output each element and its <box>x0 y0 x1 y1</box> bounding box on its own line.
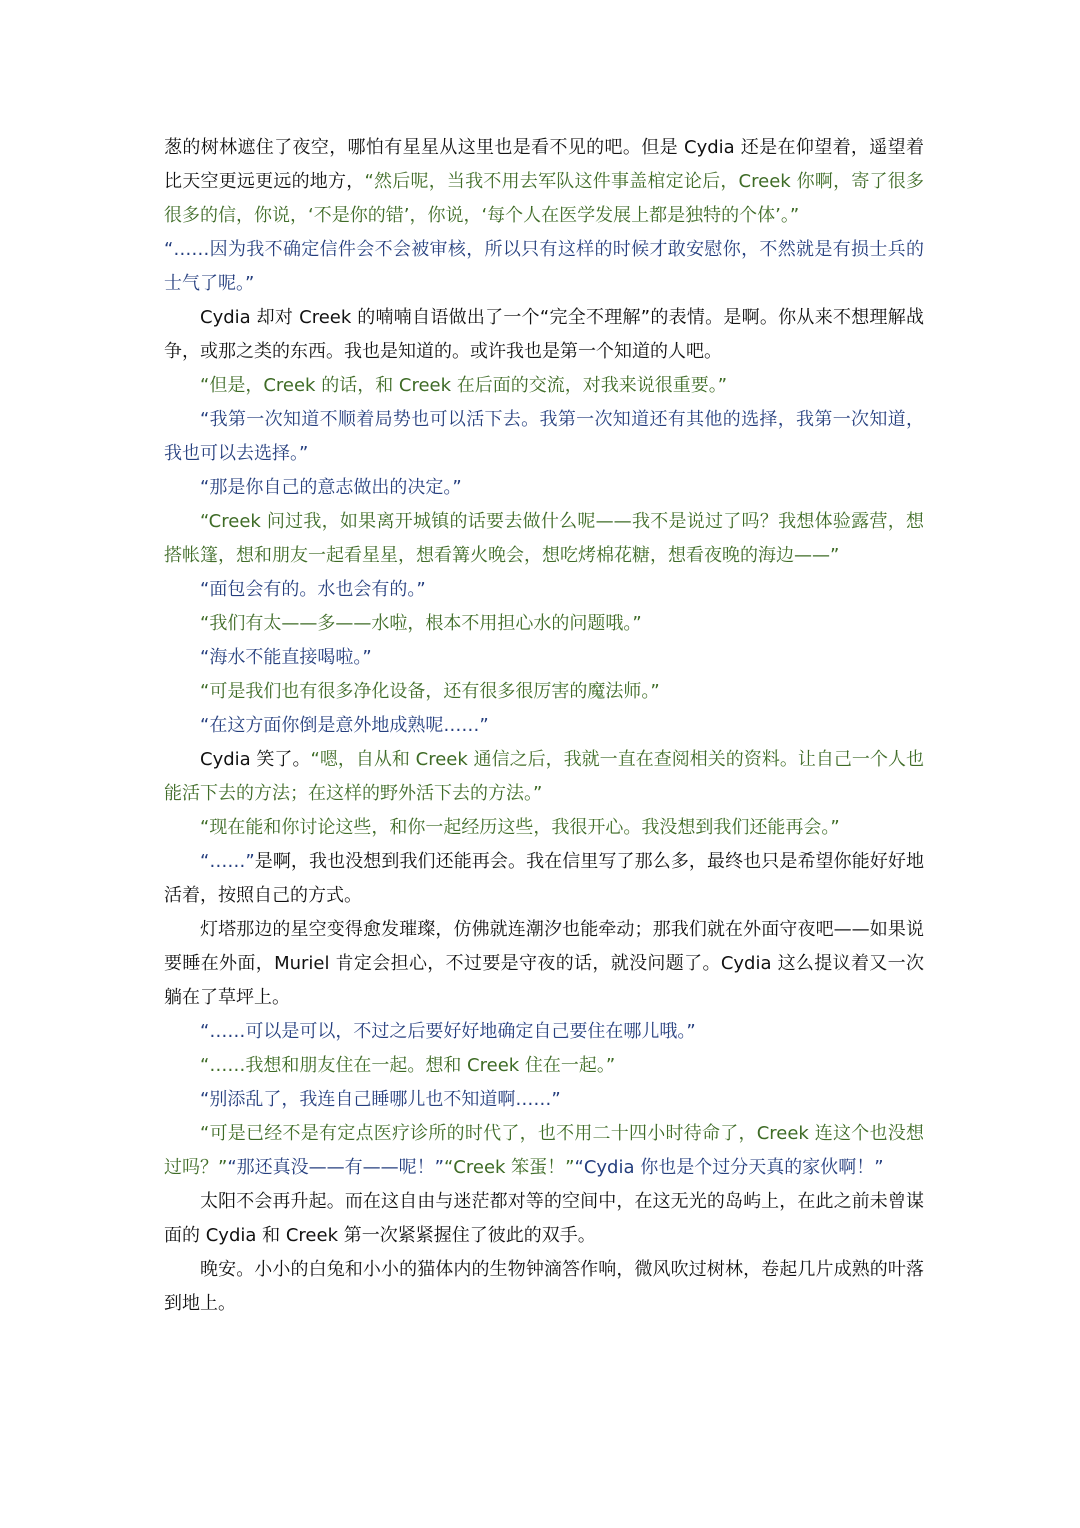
creek-dialogue: “……” <box>200 851 255 872</box>
story-paragraph <box>164 607 924 641</box>
creek-dialogue: “……可以是可以，不过之后要好好地确定自己要住在哪儿哦。” <box>200 1021 696 1042</box>
story-paragraph <box>164 471 924 505</box>
narration-text: 灯塔那边的星空变得愈发璀璨，仿佛就连潮汐也能牵动；那我们就在外面守夜吧——如果说要睡在外面，Muriel 肯定会担心，不过要是守夜的话，就没问题了。Cydia 这么提议着又一次躺在了草坪上。 <box>164 919 924 1008</box>
narration-text: 晚安。小小的白兔和小小的猫体内的生物钟滴答作响，微风吹过树林，卷起几片成熟的叶落到地上。 <box>164 1259 924 1314</box>
cydia-dialogue: “嗯，自从和 Creek 通信之后，我就一直在查阅相关的资料。让自己一个人也能活下去的方法；在这样的野外活下去的方法。” <box>164 749 924 804</box>
creek-dialogue: “在这方面你倒是意外地成熟呢……” <box>200 715 489 736</box>
story-paragraph <box>164 369 924 403</box>
cydia-dialogue: “我们有太——多——水啦，根本不用担心水的问题哦。” <box>200 613 642 634</box>
creek-dialogue: “海水不能直接喝啦。” <box>200 647 372 668</box>
story-paragraph <box>164 1083 924 1117</box>
story-paragraph <box>164 505 924 573</box>
cydia-dialogue: “Creek 笨蛋！” <box>443 1157 575 1178</box>
story-paragraph <box>164 1253 924 1321</box>
cydia-dialogue: “可是已经不是有定点医疗诊所的时代了，也不用二十四小时待命了，Creek 连这个也没想过吗？” <box>164 1123 924 1178</box>
story-paragraph <box>164 573 924 607</box>
story-paragraph <box>164 233 924 301</box>
creek-dialogue: “Cydia 你也是个过分天真的家伙啊！” <box>574 1157 884 1178</box>
creek-dialogue: “我第一次知道不顺着局势也可以活下去。我第一次知道还有其他的选择，我第一次知道，我也可以去选择。” <box>164 409 924 464</box>
narration-text: Cydia 却对 Creek 的喃喃自语做出了一个“完全不理解”的表情。是啊。你从来不想理解战争，或那之类的东西。我也是知道的。或许我也是第一个知道的人吧。 <box>164 307 924 362</box>
story-paragraph <box>164 131 924 233</box>
creek-dialogue: “……因为我不确定信件会不会被审核，所以只有这样的时候才敢安慰你，不然就是有损士兵的士气了呢。” <box>164 239 924 294</box>
story-paragraph <box>164 675 924 709</box>
narration-text: 太阳不会再升起。而在这自由与迷茫都对等的空间中，在这无光的岛屿上，在此之前未曾谋面的 Cydia 和 Creek 第一次紧紧握住了彼此的双手。 <box>164 1191 924 1246</box>
cydia-dialogue: “但是，Creek 的话，和 Creek 在后面的交流，对我来说很重要。” <box>200 375 728 396</box>
story-paragraph <box>164 1185 924 1253</box>
narration-text: 是啊，我也没想到我们还能再会。我在信里写了那么多，最终也只是希望你能好好地活着，按照自己的方式。 <box>164 851 924 906</box>
story-paragraph <box>164 641 924 675</box>
story-paragraph <box>164 1049 924 1083</box>
story-paragraph <box>164 403 924 471</box>
document-page <box>164 131 924 1321</box>
narration-text: Cydia 笑了。 <box>200 749 311 770</box>
cydia-dialogue: “……我想和朋友住在一起。想和 Creek 住在一起。” <box>200 1055 616 1076</box>
cydia-dialogue: “Creek 问过我，如果离开城镇的话要去做什么呢——我不是说过了吗？我想体验露营，想搭帐篷，想和朋友一起看星星，想看篝火晚会，想吃烤棉花糖，想看夜晚的海边——” <box>164 511 924 566</box>
story-paragraph <box>164 709 924 743</box>
cydia-dialogue: “然后呢，当我不用去军队这件事盖棺定论后，Creek 你啊，寄了很多很多的信，你说，‘不是你的错’，你说，‘每个人在医学发展上都是独特的个体’。” <box>164 171 924 226</box>
creek-dialogue: “那是你自己的意志做出的决定。” <box>200 477 462 498</box>
story-paragraph <box>164 301 924 369</box>
story-paragraph <box>164 743 924 811</box>
story-paragraph <box>164 1117 924 1185</box>
story-paragraph <box>164 1015 924 1049</box>
creek-dialogue: “面包会有的。水也会有的。” <box>200 579 426 600</box>
story-paragraph <box>164 913 924 1015</box>
creek-dialogue: “别添乱了，我连自己睡哪儿也不知道啊……” <box>200 1089 561 1110</box>
story-paragraph <box>164 845 924 913</box>
cydia-dialogue: “现在能和你讨论这些，和你一起经历这些，我很开心。我没想到我们还能再会。” <box>200 817 840 838</box>
cydia-dialogue: “可是我们也有很多净化设备，还有很多很厉害的魔法师。” <box>200 681 660 702</box>
story-paragraph <box>164 811 924 845</box>
narration-text: 葱的树林遮住了夜空，哪怕有星星从这里也是看不见的吧。但是 Cydia 还是在仰望着，遥望着比天空更远更远的地方， <box>164 137 924 192</box>
creek-dialogue: “那还真没——有——呢！” <box>227 1157 444 1178</box>
